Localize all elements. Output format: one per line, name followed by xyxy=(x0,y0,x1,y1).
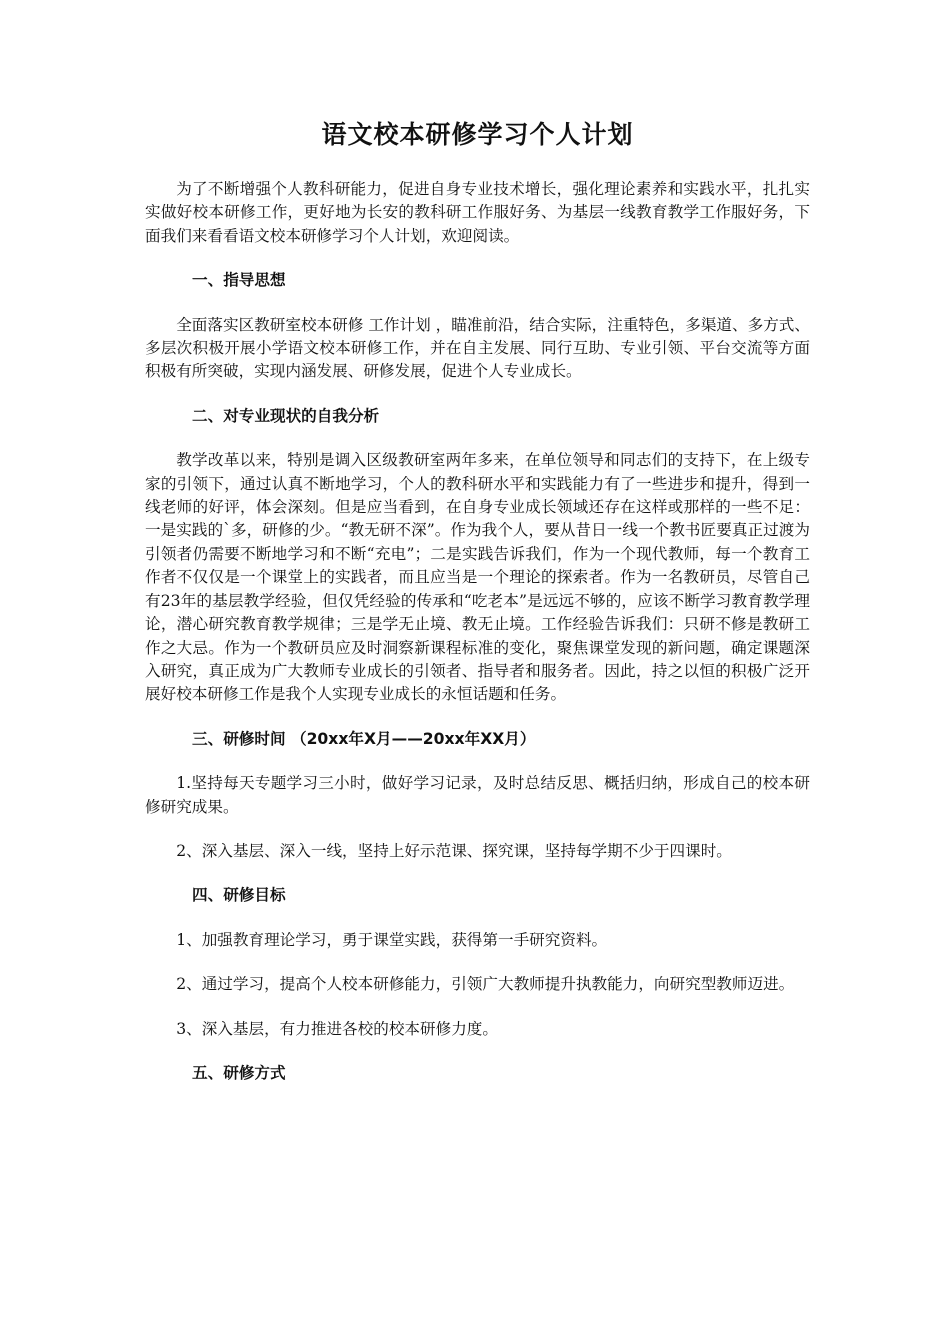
section-body-self-analysis: 教学改革以来，特别是调入区级教研室两年多来，在单位领导和同志们的支持下，在上级专家的引领下，通过认真不断地学习，个人的教科研水平和实践能力有了一些进步和提升，得到一线老师的好评，体会深刻。但是应当看到，在自身专业成长领域还存在这样或那样的一些不足：一是实践的`多，研修的少。“教无研不深”。作为我个人，要从昔日一线一个教书匠要真正过渡为引领者仍需要不断地学习和不断“充电”；二是实践告诉我们，作为一个现代教师，每一个教育工作者不仅仅是一个课堂上的实践者，而且应当是一个理论的探索者。作为一名教研员，尽管自己有23年的基层教学经验，但仅凭经验的传承和“吃老本”是远远不够的，应该不断学习教育教学理论，潜心研究教育教学规律；三是学无止境、教无止境。工作经验告诉我们：只研不修是教研工作之大忌。作为一个教研员应及时洞察新课程标准的变化，聚焦课堂发现的新问题，确定课题深入研究，真正成为广大教师专业成长的引领者、指导者和服务者。因此，持之以恒的积极广泛开展好校本研修工作是我个人实现专业成长的永恒话题和任务。 xyxy=(145,451,810,704)
section-heading-study-goals: 四、研修目标 xyxy=(192,886,286,905)
section-heading-self-analysis: 二、对专业现状的自我分析 xyxy=(192,406,380,425)
section-body-guiding-ideology: 全面落实区教研室校本研修 工作计划 ，瞄准前沿，结合实际，注重特色，多渠道、多方式、多层次积极开展小学语文校本研修工作，并在自主发展、同行互助、专业引领、平台交流等方面积极有所突破，实现内涵发展、研修发展，促进个人专业成长。 xyxy=(145,315,810,381)
document-title: 语文校本研修学习个人计划 xyxy=(321,120,634,149)
list-item: 2、深入基层、深入一线，坚持上好示范课、探究课，坚持每学期不少于四课时。 xyxy=(176,841,732,860)
section-heading-study-time: 三、研修时间 （20xx年X月——20xx年XX月） xyxy=(192,729,536,748)
list-item: 1.坚持每天专题学习三小时，做好学习记录，及时总结反思、概括归纳，形成自己的校本研修研究成果。 xyxy=(145,774,810,816)
document-page xyxy=(145,118,810,1085)
list-item: 1、加强教育理论学习，勇于课堂实践，获得第一手研究资料。 xyxy=(176,930,608,949)
intro-paragraph: 为了不断增强个人教科研能力，促进自身专业技术增长，强化理论素养和实践水平，扎扎实实做好校本研修工作，更好地为长安的教科研工作服好务、为基层一线教育教学工作服好务，下面我们来看看语文校本研修学习个人计划，欢迎阅读。 xyxy=(145,180,810,245)
section-heading-guiding-ideology: 一、指导思想 xyxy=(192,271,286,290)
list-item: 3、深入基层，有力推进各校的校本研修力度。 xyxy=(176,1019,498,1038)
list-item: 2、通过学习，提高个人校本研修能力，引领广大教师提升执教能力，向研究型教师迈进。 xyxy=(176,975,795,994)
section-heading-study-methods: 五、研修方式 xyxy=(192,1063,286,1082)
